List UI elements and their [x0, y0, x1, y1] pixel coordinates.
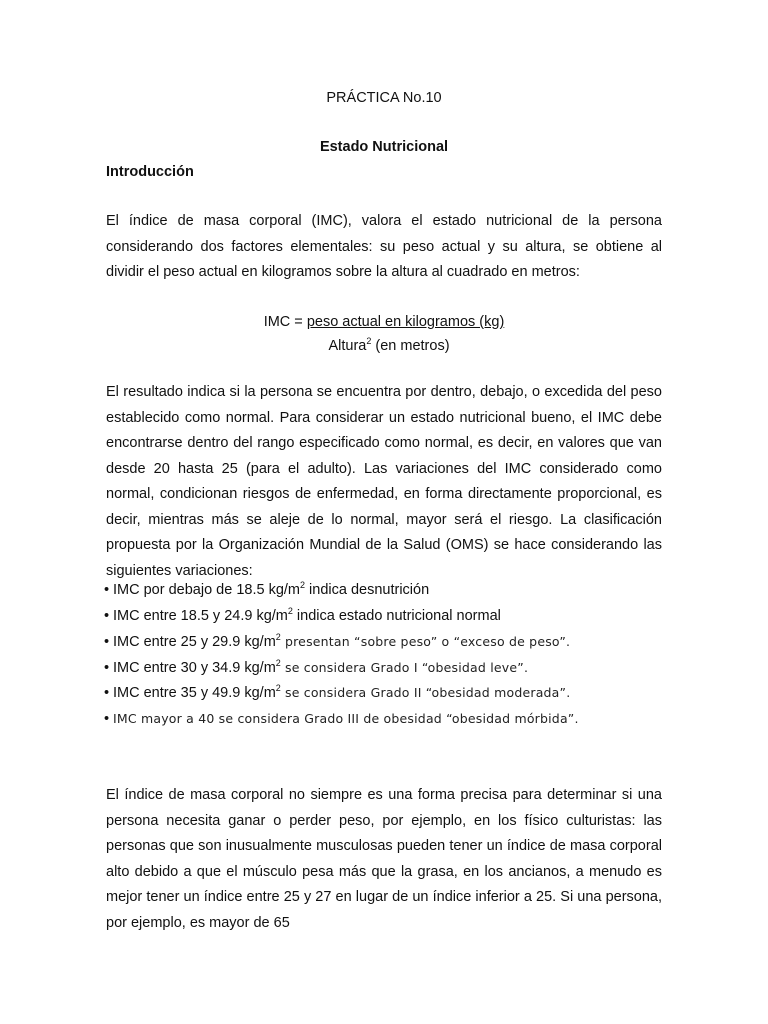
- bullet-exponent: 2: [300, 580, 306, 591]
- bullet-text-rest: se considera Grado I “obesidad leve”.: [280, 659, 529, 675]
- imc-classification-list: [104, 578, 704, 731]
- formula-denominator-units: (en metros): [371, 338, 450, 354]
- list-item: [104, 629, 704, 655]
- imc-formula: [0, 310, 768, 358]
- formula-numerator: peso actual en kilogramos (kg): [306, 314, 505, 330]
- list-item: [104, 655, 704, 681]
- bullet-text: IMC entre 35 y 49.9 kg/m: [113, 685, 276, 701]
- formula-exponent: 2: [366, 336, 372, 347]
- list-item: [104, 578, 704, 604]
- formula-prefix: IMC =: [263, 314, 307, 330]
- bullet-text-rest: presentan “sobre peso” o “exceso de peso”.: [280, 634, 571, 649]
- bullet-icon: •: [104, 582, 110, 598]
- formula-denominator: Altura: [328, 338, 367, 354]
- intro-heading: Introducción: [106, 164, 194, 180]
- bullet-exponent: 2: [275, 632, 281, 643]
- bullet-text: IMC por debajo de 18.5 kg/m: [113, 582, 300, 598]
- bullet-text: IMC mayor a 40 se considera Grado III de obesidad “obesidad mórbida”.: [113, 710, 579, 726]
- bullet-text-rest: indica estado nutricional normal: [292, 607, 501, 624]
- bullet-icon: •: [104, 710, 110, 727]
- bullet-icon: •: [104, 634, 110, 650]
- bullet-text: IMC entre 18.5 y 24.9 kg/m: [113, 607, 288, 624]
- bullet-exponent: 2: [287, 605, 293, 616]
- bullet-text: IMC entre 30 y 34.9 kg/m: [113, 659, 276, 676]
- formula-denominator-line: [0, 334, 768, 358]
- bullet-icon: •: [104, 685, 110, 701]
- bullet-exponent: 2: [275, 657, 281, 668]
- list-item: [104, 604, 704, 630]
- bullet-text: IMC entre 25 y 29.9 kg/m: [113, 634, 276, 650]
- limitations-paragraph: El índice de masa corporal no siempre es una forma precisa para determinar si una persona necesita ganar o perder peso, por ejemplo, en los físico culturistas: las personas que son inusualmente musculosas pueden tener un índice de masa corporal alto debido a que el músculo pesa más que la grasa, en los ancianos, a menudo es mejor tener un índice entre 25 y 27 en lugar de un índice inferior a 25. Si una persona, por ejemplo, es mayor de 65: [106, 787, 662, 931]
- bullet-icon: •: [104, 659, 110, 676]
- list-item: [104, 680, 704, 706]
- section-title: Estado Nutricional: [319, 139, 449, 155]
- formula-numerator-line: [0, 310, 768, 334]
- bullet-text-rest: indica desnutrición: [305, 582, 430, 598]
- list-item: [104, 706, 704, 732]
- classification-paragraph: El resultado indica si la persona se encuentra por dentro, debajo, o excedida del peso establecido como normal. Para considerar un estado nutricional bueno, el IMC debe encontrarse dentro del rango especificado como normal, es decir, en valores que van desde 20 hasta 25 (para el adulto). Las variaciones del IMC considerado como normal, condicionan riesgos de enfermedad, en forma directamente proporcional, es decir, mientras más se aleje de lo normal, mayor será el riesgo. La clasificación propuesta por la Organización Mundial de la Salud (OMS) se hace considerando las siguientes variaciones:: [106, 384, 662, 579]
- bullet-text-rest: se considera Grado II “obesidad moderada”.: [280, 685, 571, 700]
- intro-paragraph: El índice de masa corporal (IMC), valora el estado nutricional de la persona considerando dos factores elementales: su peso actual y su altura, se obtiene al dividir el peso actual en kilogramos sobre la altura al cuadrado en metros:: [106, 213, 662, 280]
- document-title: PRÁCTICA No.10: [326, 90, 442, 106]
- bullet-exponent: 2: [275, 683, 281, 694]
- bullet-icon: •: [104, 607, 110, 624]
